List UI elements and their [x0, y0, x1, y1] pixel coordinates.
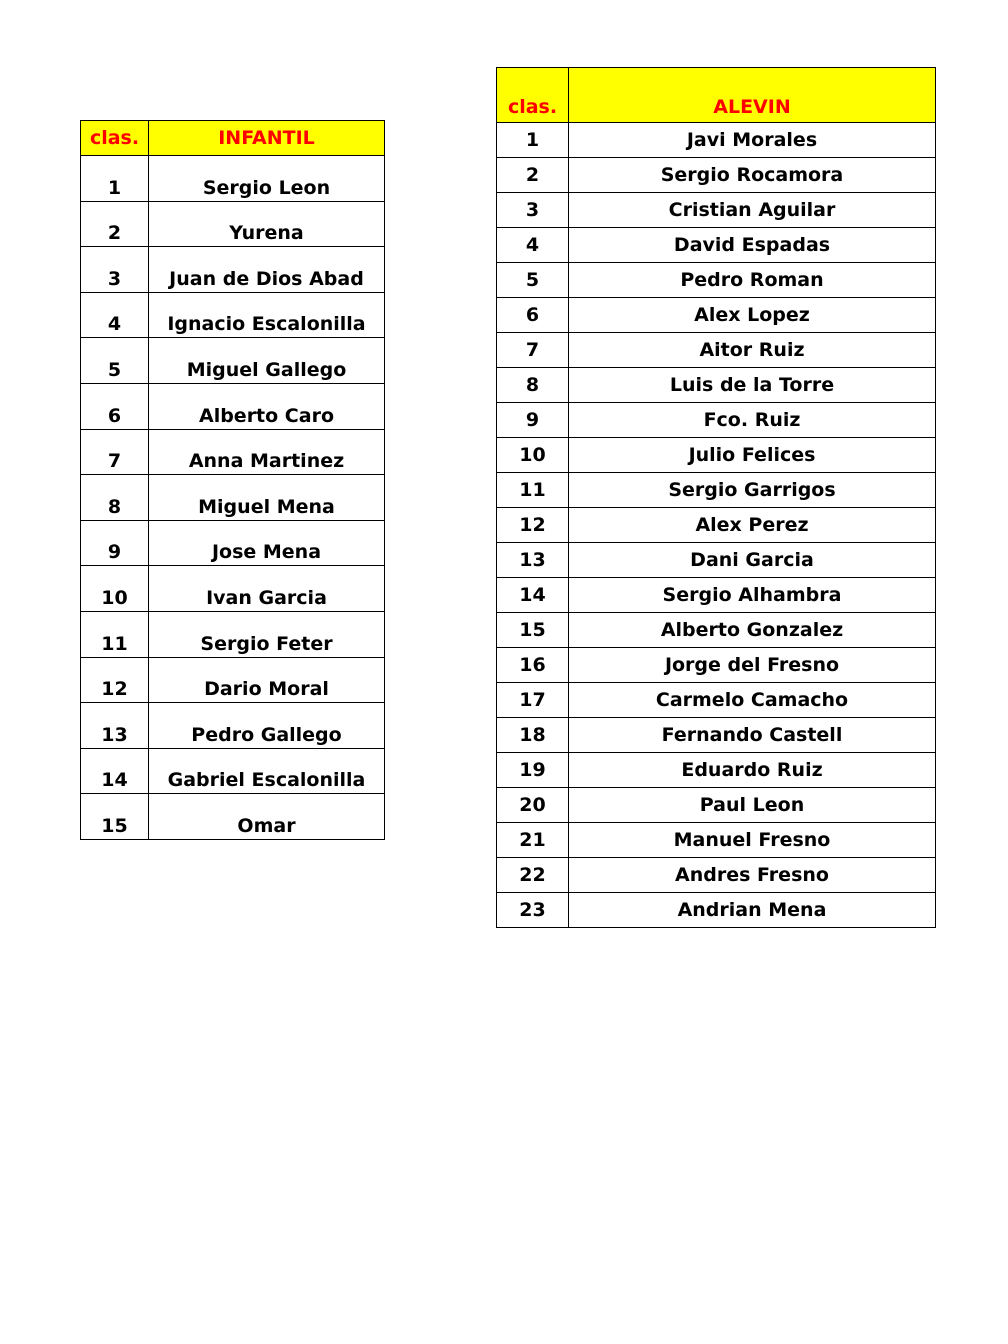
position-cell: 1 [81, 156, 149, 202]
player-name-cell: Pedro Roman [569, 263, 936, 298]
table-row [497, 648, 936, 683]
position-column-header: clas. [497, 68, 569, 123]
position-cell: 20 [497, 788, 569, 823]
table-row [81, 611, 385, 657]
position-cell: 21 [497, 823, 569, 858]
player-name-cell: Jose Mena [149, 520, 385, 566]
infantil-rows [81, 156, 385, 840]
table-header-row [497, 68, 936, 123]
alevin-ranking-table [496, 67, 936, 928]
position-cell: 3 [81, 247, 149, 293]
table-row [497, 193, 936, 228]
player-name-cell: Dani Garcia [569, 543, 936, 578]
table-row [497, 578, 936, 613]
player-name-cell: Miguel Mena [149, 475, 385, 521]
table-row [81, 748, 385, 794]
position-cell: 5 [81, 338, 149, 384]
table-row [497, 683, 936, 718]
position-cell: 11 [497, 473, 569, 508]
player-name-cell: Sergio Feter [149, 611, 385, 657]
player-name-cell: Anna Martinez [149, 429, 385, 475]
player-name-cell: David Espadas [569, 228, 936, 263]
table-row [81, 475, 385, 521]
position-cell: 11 [81, 611, 149, 657]
player-name-cell: Gabriel Escalonilla [149, 748, 385, 794]
position-cell: 7 [81, 429, 149, 475]
position-cell: 12 [81, 657, 149, 703]
position-cell: 19 [497, 753, 569, 788]
position-cell: 1 [497, 123, 569, 158]
table-row [497, 508, 936, 543]
table-header-row [81, 121, 385, 156]
position-cell: 18 [497, 718, 569, 753]
player-name-cell: Alberto Gonzalez [569, 613, 936, 648]
table-row [81, 201, 385, 247]
position-cell: 5 [497, 263, 569, 298]
player-name-cell: Fernando Castell [569, 718, 936, 753]
position-cell: 4 [497, 228, 569, 263]
table-row [497, 823, 936, 858]
table-row [497, 858, 936, 893]
table-row [81, 247, 385, 293]
category-column-header: ALEVIN [569, 68, 936, 123]
position-cell: 16 [497, 648, 569, 683]
table-row [497, 893, 936, 928]
table-row [81, 566, 385, 612]
position-cell: 2 [497, 158, 569, 193]
position-cell: 6 [81, 383, 149, 429]
player-name-cell: Andrian Mena [569, 893, 936, 928]
table-row [81, 156, 385, 202]
position-cell: 8 [81, 475, 149, 521]
player-name-cell: Javi Morales [569, 123, 936, 158]
table-row [497, 298, 936, 333]
player-name-cell: Pedro Gallego [149, 703, 385, 749]
position-cell: 7 [497, 333, 569, 368]
table-row [497, 403, 936, 438]
player-name-cell: Eduardo Ruiz [569, 753, 936, 788]
infantil-ranking-table [80, 120, 385, 840]
category-column-header: INFANTIL [149, 121, 385, 156]
position-cell: 2 [81, 201, 149, 247]
alevin-rows [497, 123, 936, 928]
table-row [497, 368, 936, 403]
position-cell: 4 [81, 292, 149, 338]
position-cell: 9 [81, 520, 149, 566]
position-cell: 13 [497, 543, 569, 578]
table-row [497, 613, 936, 648]
table-row [497, 123, 936, 158]
player-name-cell: Alberto Caro [149, 383, 385, 429]
player-name-cell: Paul Leon [569, 788, 936, 823]
position-cell: 9 [497, 403, 569, 438]
table-row [497, 788, 936, 823]
position-cell: 15 [497, 613, 569, 648]
player-name-cell: Luis de la Torre [569, 368, 936, 403]
position-cell: 10 [497, 438, 569, 473]
position-cell: 14 [81, 748, 149, 794]
player-name-cell: Yurena [149, 201, 385, 247]
position-cell: 14 [497, 578, 569, 613]
table-row [497, 473, 936, 508]
table-row [497, 333, 936, 368]
table-row [497, 543, 936, 578]
player-name-cell: Julio Felices [569, 438, 936, 473]
position-cell: 3 [497, 193, 569, 228]
table-row [81, 429, 385, 475]
table-row [497, 228, 936, 263]
player-name-cell: Omar [149, 794, 385, 840]
player-name-cell: Jorge del Fresno [569, 648, 936, 683]
player-name-cell: Andres Fresno [569, 858, 936, 893]
player-name-cell: Miguel Gallego [149, 338, 385, 384]
position-cell: 15 [81, 794, 149, 840]
player-name-cell: Juan de Dios Abad [149, 247, 385, 293]
position-cell: 10 [81, 566, 149, 612]
player-name-cell: Aitor Ruiz [569, 333, 936, 368]
table-row [81, 657, 385, 703]
position-cell: 12 [497, 508, 569, 543]
player-name-cell: Cristian Aguilar [569, 193, 936, 228]
table-row [81, 794, 385, 840]
player-name-cell: Sergio Leon [149, 156, 385, 202]
table-row [81, 520, 385, 566]
position-column-header: clas. [81, 121, 149, 156]
player-name-cell: Sergio Garrigos [569, 473, 936, 508]
table-row [497, 158, 936, 193]
position-cell: 6 [497, 298, 569, 333]
position-cell: 8 [497, 368, 569, 403]
player-name-cell: Alex Lopez [569, 298, 936, 333]
player-name-cell: Carmelo Camacho [569, 683, 936, 718]
player-name-cell: Dario Moral [149, 657, 385, 703]
table-row [81, 383, 385, 429]
position-cell: 23 [497, 893, 569, 928]
table-row [497, 263, 936, 298]
table-row [81, 292, 385, 338]
player-name-cell: Ignacio Escalonilla [149, 292, 385, 338]
player-name-cell: Ivan Garcia [149, 566, 385, 612]
table-row [497, 753, 936, 788]
table-row [497, 718, 936, 753]
player-name-cell: Manuel Fresno [569, 823, 936, 858]
player-name-cell: Fco. Ruiz [569, 403, 936, 438]
position-cell: 22 [497, 858, 569, 893]
table-row [497, 438, 936, 473]
player-name-cell: Sergio Rocamora [569, 158, 936, 193]
position-cell: 17 [497, 683, 569, 718]
table-row [81, 703, 385, 749]
table-row [81, 338, 385, 384]
player-name-cell: Alex Perez [569, 508, 936, 543]
position-cell: 13 [81, 703, 149, 749]
player-name-cell: Sergio Alhambra [569, 578, 936, 613]
